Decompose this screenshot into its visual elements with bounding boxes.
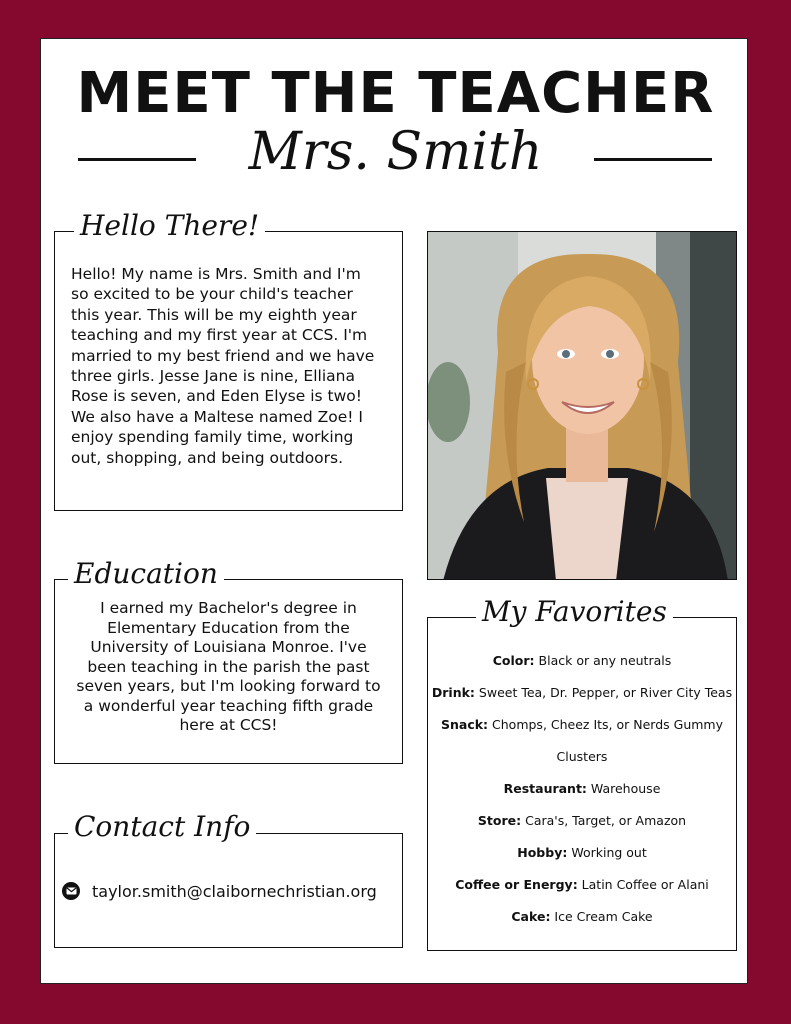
favorite-value: Working out — [567, 845, 647, 860]
contact-heading: Contact Info — [68, 813, 256, 841]
favorite-value: Sweet Tea, Dr. Pepper, or River City Teas — [474, 685, 733, 700]
favorite-item — [428, 677, 736, 709]
education-line: seven years, but I'm looking forward to — [76, 677, 381, 695]
hello-heading: Hello There! — [74, 212, 265, 240]
favorite-key: Hobby: — [517, 845, 568, 860]
hello-line: out, shopping, and being outdoors. — [71, 448, 344, 467]
education-line: Elementary Education from the — [107, 618, 350, 637]
teacher-photo — [427, 231, 737, 580]
favorite-key: Store: — [477, 813, 522, 828]
favorite-item — [428, 805, 736, 837]
education-line: a wonderful year teaching fifth grade — [83, 696, 374, 715]
favorite-item — [428, 901, 736, 933]
favorite-key: Snack: — [440, 717, 489, 732]
favorite-item — [428, 773, 736, 805]
education-line: here at CCS! — [179, 716, 278, 734]
favorite-value: Latin Coffee or Alani — [577, 877, 709, 892]
favorites-list — [428, 645, 736, 933]
hello-line: married to my best friend and we have — [71, 346, 375, 365]
hello-line: enjoy spending family time, working — [71, 428, 354, 447]
favorite-item — [428, 869, 736, 901]
favorite-item — [428, 709, 736, 741]
hello-line: Hello! My name is Mrs. Smith and I'm — [71, 265, 361, 283]
favorite-key: Drink: — [431, 685, 475, 700]
teacher-name: Mrs. Smith — [248, 122, 543, 182]
favorite-value: Warehouse — [586, 781, 661, 796]
education-text — [58, 599, 399, 736]
contact-email-link[interactable]: taylor.smith@claibornechristian.org — [92, 881, 377, 901]
favorite-value: Clusters — [556, 749, 608, 764]
hello-line: Rose is seven, and Eden Elyse is two! — [71, 387, 362, 406]
contact-row — [62, 879, 377, 903]
favorite-key: Color: — [492, 653, 535, 668]
education-heading: Education — [68, 560, 224, 588]
education-line: been teaching in the parish the past — [87, 657, 370, 676]
favorite-item — [428, 645, 736, 677]
favorite-value: Cara's, Target, or Amazon — [521, 813, 687, 828]
hello-line: three girls. Jesse Jane is nine, Elliana — [71, 367, 355, 386]
envelope-icon — [62, 882, 80, 900]
education-line: University of Louisiana Monroe. I've — [90, 638, 367, 656]
hello-line: so excited to be your child's teacher — [71, 285, 353, 304]
subtitle-row — [0, 124, 791, 194]
page-title: MEET THE TEACHER — [76, 61, 715, 126]
portrait-illustration — [428, 232, 737, 580]
hello-text — [71, 264, 396, 468]
favorite-value: Chomps, Cheez Its, or Nerds Gummy — [488, 717, 724, 732]
favorite-item — [428, 741, 736, 773]
favorite-item — [428, 837, 736, 869]
hello-line: We also have a Maltese named Zoe! I — [71, 407, 363, 426]
favorite-key: Restaurant: — [503, 781, 587, 796]
hello-line: this year. This will be my eighth year — [71, 305, 357, 324]
favorites-heading: My Favorites — [476, 598, 673, 626]
right-divider — [594, 158, 712, 161]
education-line: I earned my Bachelor's degree in — [100, 599, 357, 617]
hello-line: teaching and my first year at CCS. I'm — [71, 326, 368, 345]
favorite-value: Ice Cream Cake — [550, 909, 653, 924]
favorite-key: Cake: — [511, 909, 551, 924]
favorite-value: Black or any neutrals — [534, 653, 672, 668]
favorite-key: Coffee or Energy: — [455, 877, 578, 892]
